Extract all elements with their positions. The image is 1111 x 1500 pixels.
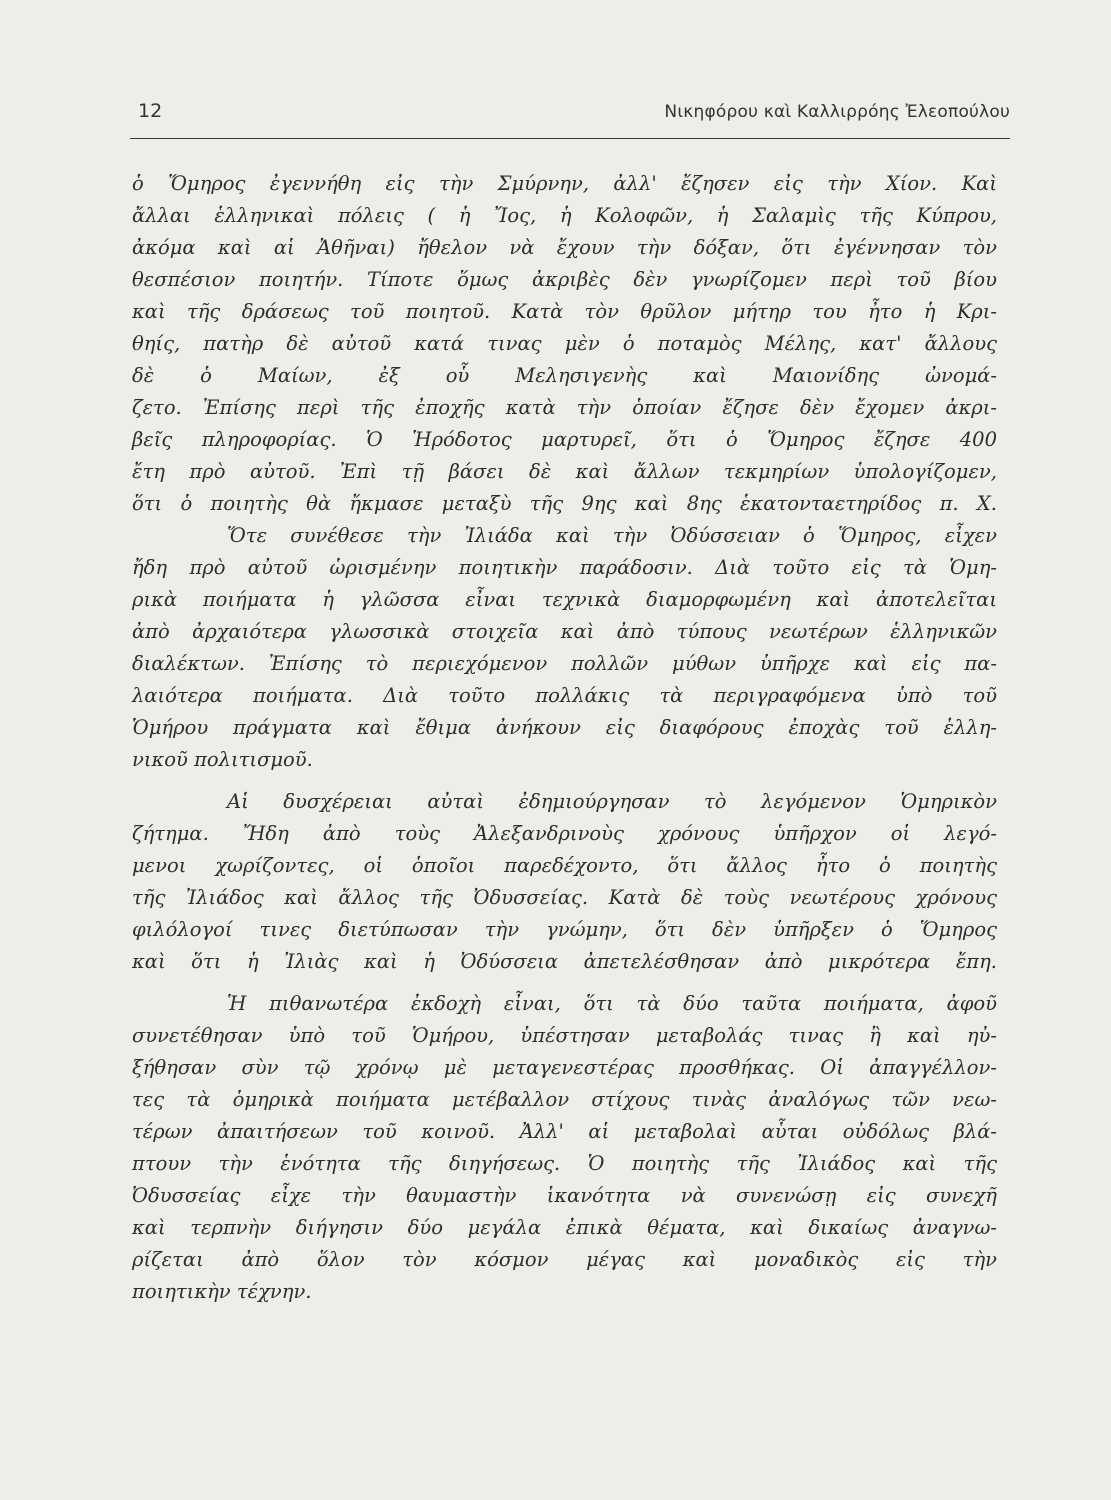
text-line: τες τὰ ὁμηρικὰ ποιήματα μετέβαλλον στίχους τινὰς ἀναλόγως τῶν νεω- [132,1088,997,1111]
text-line: ἄλλαι ἑλληνικαὶ πόλεις ( ἡ Ἴος, ἡ Κολοφῶν, ἡ Σαλαμὶς τῆς Κύπρου, [132,204,997,227]
text-line: ἤδη πρὸ αὐτοῦ ὡρισμένην ποιητικὴν παράδοσιν. Διὰ τοῦτο εἰς τὰ Ὁμη- [132,556,997,579]
paragraph-1 [132,168,997,520]
text-line: Ὅτε συνέθεσε τὴν Ἰλιάδα καὶ τὴν Ὀδύσσειαν ὁ Ὅμηρος, εἶχεν [227,524,997,547]
text-line: ποιητικὴν τέχνην. [132,1280,312,1303]
text-line: θηίς, πατὴρ δὲ αὐτοῦ κατά τινας μὲν ὁ ποταμὸς Μέλης, κατ' ἄλλους [132,332,997,355]
text-line: βεῖς πληροφορίας. Ὁ Ἡρόδοτος μαρτυρεῖ, ὅτι ὁ Ὅμηρος ἔζησε 400 [132,428,997,451]
text-line: ζήτημα. Ἤδη ἀπὸ τοὺς Ἀλεξανδρινοὺς χρόνους ὑπῆρχον οἱ λεγό- [132,822,997,845]
paragraph-2 [132,520,997,776]
text-line: λαιότερα ποιήματα. Διὰ τοῦτο πολλάκις τὰ περιγραφόμενα ὑπὸ τοῦ [132,684,997,707]
running-head: Νικηφόρου καὶ Καλλιρρόης Ἐλεοπούλου [664,102,1010,122]
text-line: θεσπέσιον ποιητήν. Τίποτε ὅμως ἀκριβὲς δὲν γνωρίζομεν περὶ τοῦ βίου [132,268,997,291]
text-line: πτουν τὴν ἑνότητα τῆς διηγήσεως. Ὁ ποιητὴς τῆς Ἰλιάδος καὶ τῆς [132,1152,997,1175]
text-line: ρίζεται ἀπὸ ὅλον τὸν κόσμον μέγας καὶ μοναδικὸς εἰς τὴν [132,1248,997,1271]
paragraph-3 [132,786,997,978]
text-line: ἔτη πρὸ αὐτοῦ. Ἐπὶ τῇ βάσει δὲ καὶ ἄλλων τεκμηρίων ὑπολογίζομεν, [132,460,997,483]
text-line: ζετο. Ἐπίσης περὶ τῆς ἐποχῆς κατὰ τὴν ὁποίαν ἔζησε δὲν ἔχομεν ἀκρι- [132,396,997,419]
text-line: ρικὰ ποιήματα ἡ γλῶσσα εἶναι τεχνικὰ διαμορφωμένη καὶ ἀποτελεῖται [132,588,997,611]
text-line: τέρων ἀπαιτήσεων τοῦ κοινοῦ. Ἀλλ' αἱ μεταβολαὶ αὗται οὐδόλως βλά- [132,1120,997,1143]
text-line: ὁ Ὅμηρος ἐγεννήθη εἰς τὴν Σμύρνην, ἀλλ' ἔζησεν εἰς τὴν Χίον. Καὶ [132,172,997,195]
body-text [132,168,997,1308]
text-line: μενοι χωρίζοντες, οἱ ὁποῖοι παρεδέχοντο, ὅτι ἄλλος ἦτο ὁ ποιητὴς [132,854,997,877]
page-header [130,98,1010,139]
text-line: τῆς Ἰλιάδος καὶ ἄλλος τῆς Ὀδυσσείας. Κατὰ δὲ τοὺς νεωτέρους χρόνους [132,886,997,909]
text-line: καὶ τερπνὴν διήγησιν δύο μεγάλα ἐπικὰ θέματα, καὶ δικαίως ἀναγνω- [132,1216,997,1239]
text-line: ξήθησαν σὺν τῷ χρόνῳ μὲ μεταγενεστέρας προσθήκας. Οἱ ἀπαγγέλλον- [132,1056,997,1079]
text-line: διαλέκτων. Ἐπίσης τὸ περιεχόμενον πολλῶν μύθων ὑπῆρχε καὶ εἰς πα- [132,652,997,675]
text-line: Αἱ δυσχέρειαι αὐταὶ ἐδημιούργησαν τὸ λεγόμενον Ὁμηρικὸν [227,790,997,813]
text-line: καὶ τῆς δράσεως τοῦ ποιητοῦ. Κατὰ τὸν θρῦλον μήτηρ του ἦτο ἡ Κρι- [132,300,997,323]
text-line: φιλόλογοί τινες διετύπωσαν τὴν γνώμην, ὅτι δὲν ὑπῆρξεν ὁ Ὅμηρος [132,918,997,941]
text-line: ἀπὸ ἀρχαιότερα γλωσσικὰ στοιχεῖα καὶ ἀπὸ τύπους νεωτέρων ἑλληνικῶν [132,620,997,643]
text-line: Ἡ πιθανωτέρα ἐκδοχὴ εἶναι, ὅτι τὰ δύο ταῦτα ποιήματα, ἀφοῦ [227,992,997,1015]
page-number: 12 [138,100,163,122]
text-line: ἀκόμα καὶ αἱ Ἀθῆναι) ἤθελον νὰ ἔχουν τὴν δόξαν, ὅτι ἐγέννησαν τὸν [132,236,997,259]
text-line: νικοῦ πολιτισμοῦ. [132,748,313,771]
text-line: συνετέθησαν ὑπὸ τοῦ Ὁμήρου, ὑπέστησαν μεταβολάς τινας ἢ καὶ ηὐ- [132,1024,997,1047]
text-line: Ὀδυσσείας εἶχε τὴν θαυμαστὴν ἱκανότητα νὰ συνενώσῃ εἰς συνεχῆ [132,1184,997,1207]
text-line: ὅτι ὁ ποιητὴς θὰ ἤκμασε μεταξὺ τῆς 9ης καὶ 8ης ἑκατονταετηρίδος π. Χ. [132,492,997,515]
text-line: καὶ ὅτι ἡ Ἰλιὰς καὶ ἡ Ὀδύσσεια ἀπετελέσθησαν ἀπὸ μικρότερα ἔπη. [132,950,997,973]
text-line: δὲ ὁ Μαίων, ἐξ οὗ Μελησιγενὴς καὶ Μαιονίδης ὠνομά- [132,364,997,387]
paragraph-4 [132,988,997,1308]
text-line: Ὁμήρου πράγματα καὶ ἔθιμα ἀνήκουν εἰς διαφόρους ἐποχὰς τοῦ ἑλλη- [132,716,997,739]
